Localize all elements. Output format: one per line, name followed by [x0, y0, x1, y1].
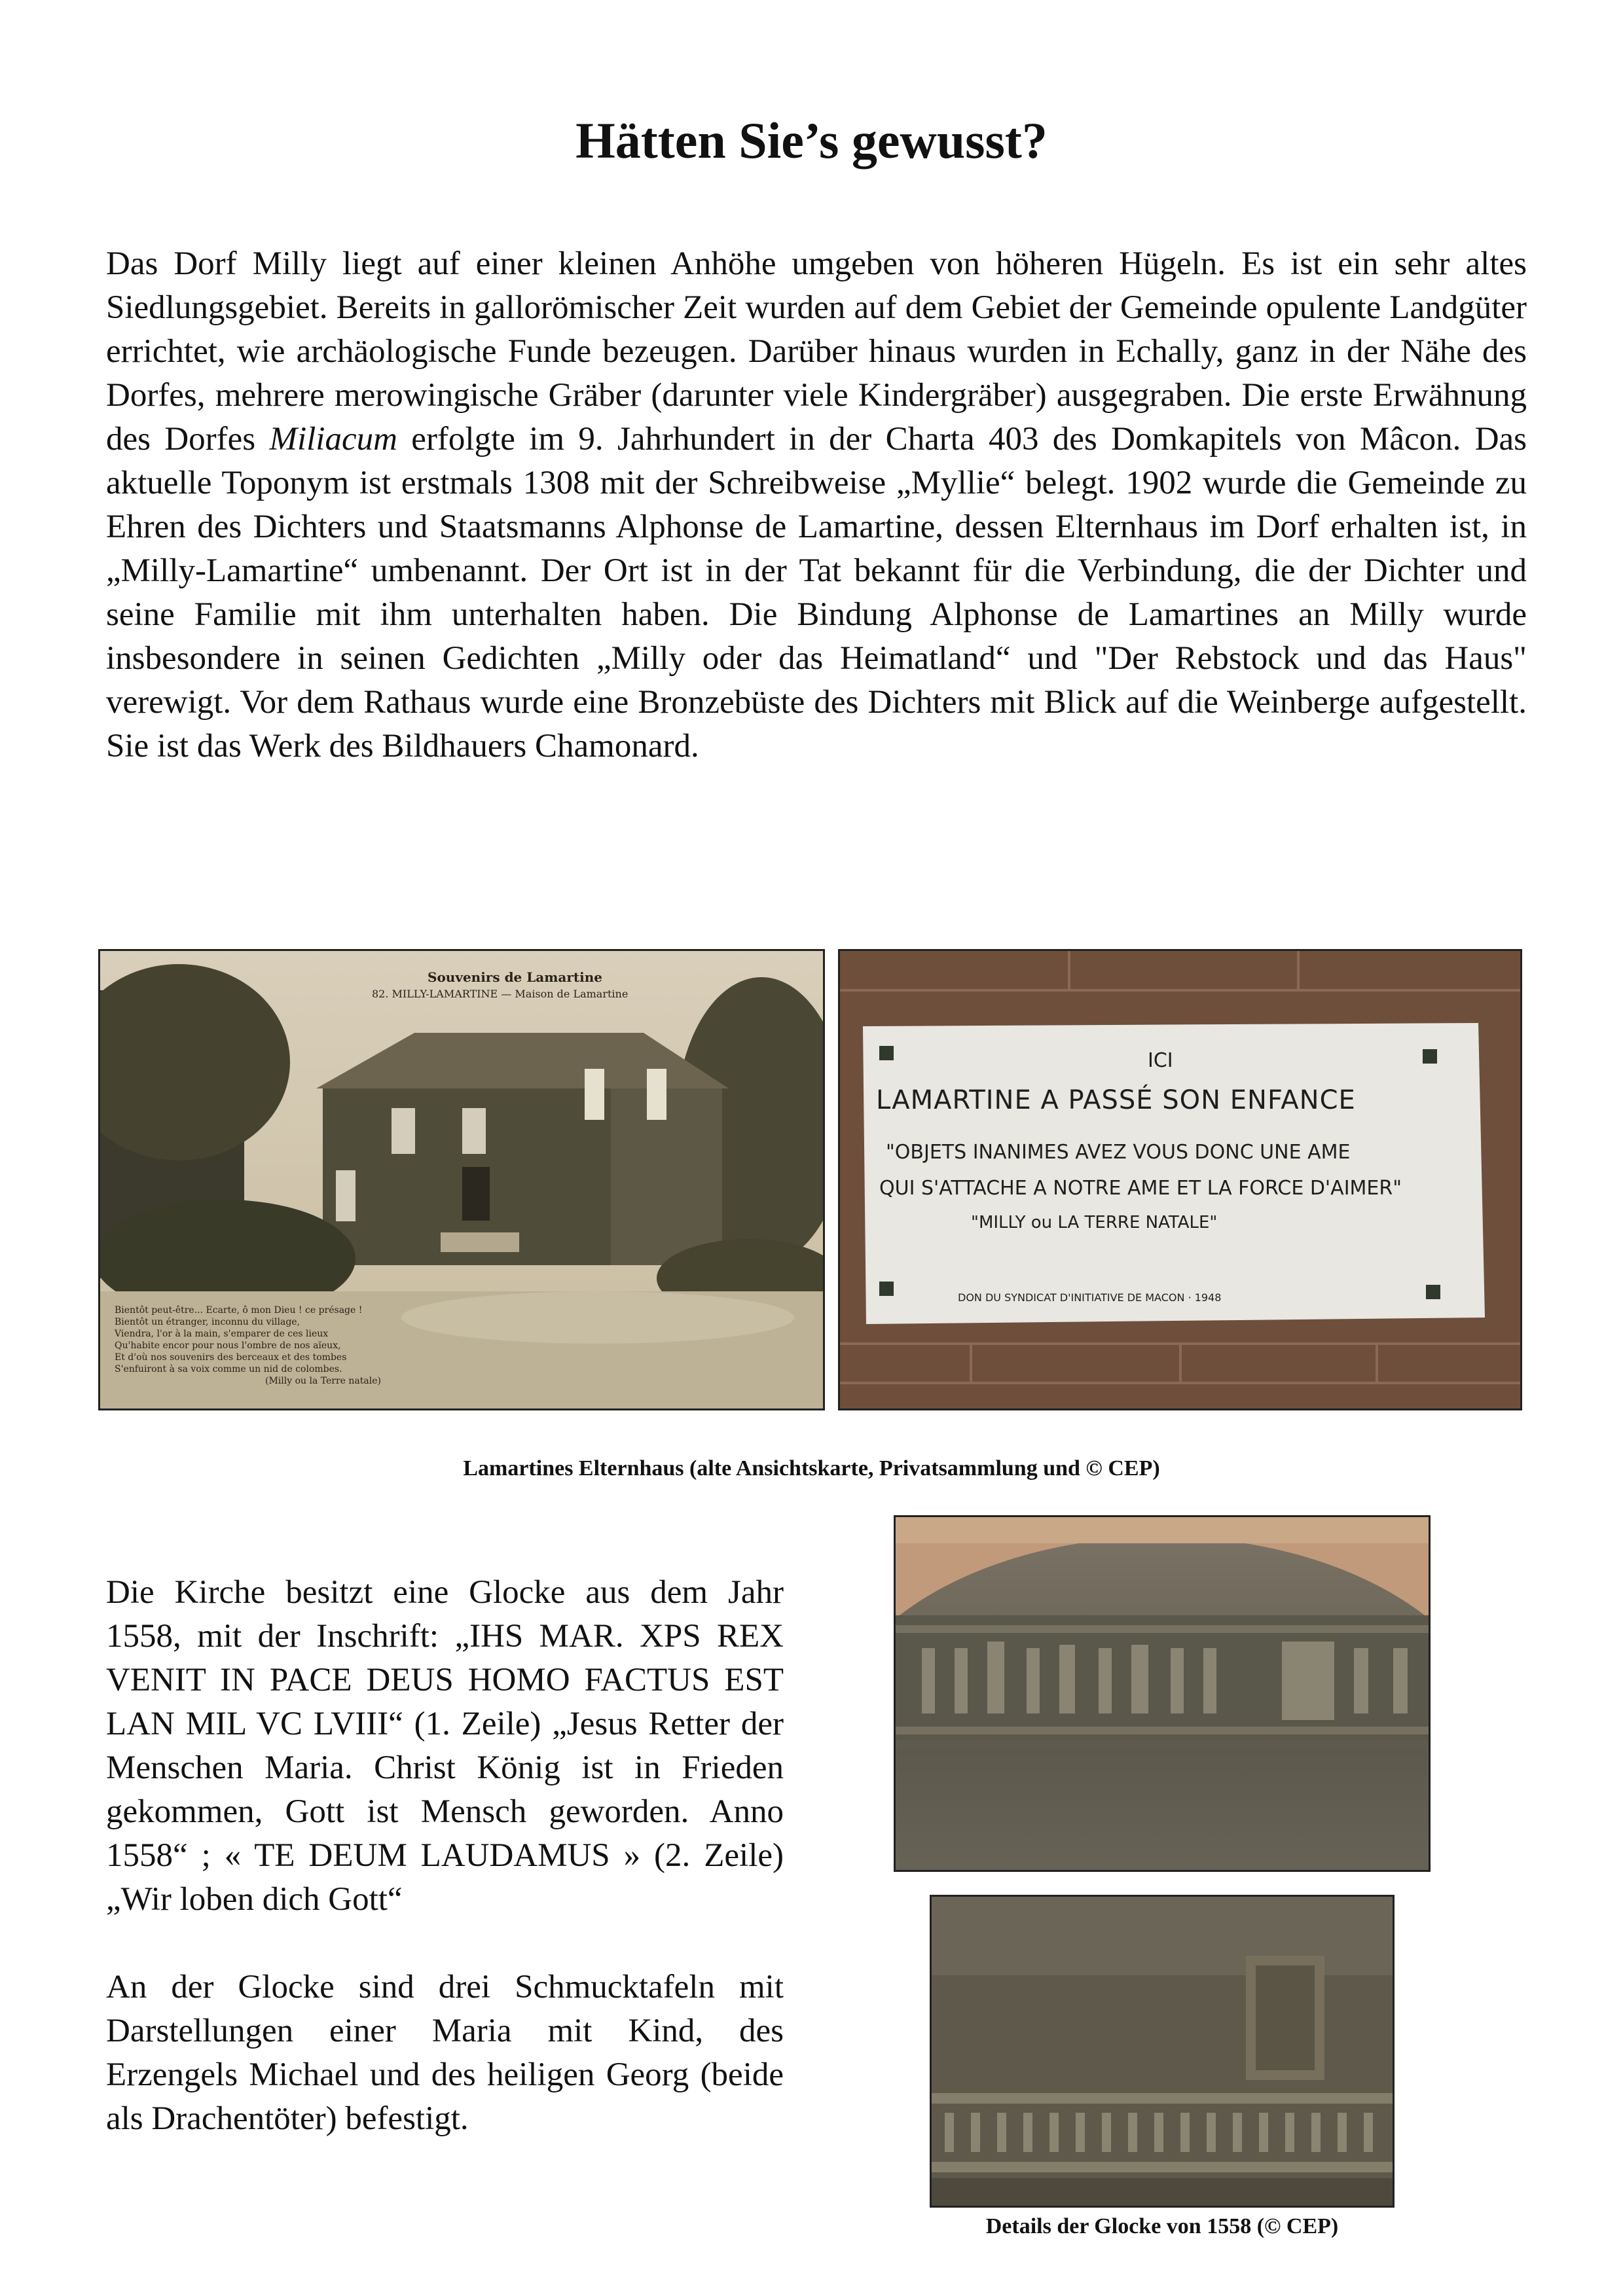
- postcard-header: Souvenirs de Lamartine: [428, 969, 603, 985]
- plaque-donor-line: DON DU SYNDICAT D'INITIATIVE DE MACON · 1948: [958, 1291, 1222, 1304]
- postcard-photo: [98, 949, 825, 1410]
- poem-line: Viendra, l'or à la main, s'emparer de ces lieux: [115, 1329, 329, 1339]
- plaque-quote-line2: QUI S'ATTACHE A NOTRE AME ET LA FORCE D'AIMER": [879, 1177, 1402, 1200]
- bell-top-image: [896, 1517, 1429, 1870]
- postcard-subheader: 82. MILLY-LAMARTINE — Maison de Lamartine: [372, 988, 629, 1000]
- poem-line: S'enfuiront à sa voix comme un nid de colombes.: [115, 1364, 342, 1374]
- intro-paragraph: [106, 242, 1527, 768]
- caption-house: Lamartines Elternhaus (alte Ansichtskarte, Privatsammlung und © CEP): [463, 1456, 1160, 1480]
- bell-photo-bottom: [930, 1895, 1395, 2208]
- plaque-photo: [838, 949, 1522, 1410]
- bell-text: [106, 1571, 784, 2141]
- poem-line: Et d'où nos souvenirs des berceaux et des tombes: [115, 1352, 347, 1363]
- bell-photo-top: [894, 1515, 1431, 1872]
- postcard-poem: [115, 1304, 481, 1387]
- bell-inscription-paragraph: Die Kirche besitzt eine Glocke aus dem Jahr 1558, mit der Inschrift: „IHS MAR. XPS REX VENIT IN PACE DEUS HOMO FACTUS EST LAN MIL VC LVIII“ (1. Zeile) „Jesus Retter der Menschen Maria. Christ König ist in Frieden gekommen, Gott ist Mensch geworden. Anno 1558“ ; « TE DEUM LAUDAMUS » (2. Zeile) „Wir loben dich Gott“: [106, 1574, 784, 1918]
- poem-line: Bientôt un étranger, inconnu du village,: [115, 1317, 301, 1327]
- poem-line: Bientôt peut-être... Ecarte, ô mon Dieu ! ce présage !: [115, 1305, 363, 1316]
- bell-plaques-paragraph: An der Glocke sind drei Schmucktafeln mit Darstellungen einer Maria mit Kind, des Erzengels Michael und des heiligen Georg (beide als Drachentöter) befestigt.: [106, 1969, 784, 2137]
- intro-text-start: Das Dorf Milly liegt auf einer kleinen Anhöhe umgeben von höheren Hügeln. Es ist ein sehr altes Siedlungsgebiet. Bereits in gallorömischer Zeit wurden auf dem Gebiet der Gemeinde opulente Landgüter errichtet, wie archäologische Funde bezeugen. Darüber hinaus wurden in Echally, ganz in der Nähe des Dorfes, mehrere merowingische Gräber (darunter viele Kindergräber) ausgegraben. Die erste Erwähnung des Dorfes: [106, 245, 1527, 457]
- intro-text-end: erfolgte im 9. Jahrhundert in der Charta 403 des Domkapitels von Mâcon. Das aktuelle Toponym ist erstmals 1308 mit der Schreibweise „Myllie“ belegt. 1902 wurde die Gemeinde zu Ehren des Dichters und Staatsmanns Alphonse de Lamartine, dessen Elternhaus im Dorf erhalten ist, in „Milly-Lamartine“ umbenannt. Der Ort ist in der Tat bekannt für die Verbindung, die der Dichter und seine Familie mit ihm unterhalten haben. Die Bindung Alphonse de Lamartines an Milly wurde insbesondere in seinen Gedichten „Milly oder das Heimatland“ und "Der Rebstock und das Haus" verewigt. Vor dem Rathaus wurde eine Bronzebüste des Dichters mit Blick auf die Weinberge aufgestellt. Sie ist das Werk des Bildhauers Chamonard.: [106, 421, 1527, 764]
- plaque-quote-source: "MILLY ou LA TERRE NATALE": [971, 1213, 1218, 1232]
- plaque-line-ici: ICI: [1148, 1049, 1173, 1072]
- intro-italic-term: Miliacum: [269, 421, 397, 457]
- page-title: Hätten Sie’s gewusst?: [575, 112, 1048, 169]
- poem-line: (Milly ou la Terre natale): [265, 1376, 381, 1386]
- bell-bottom-image: [932, 1897, 1393, 2206]
- plaque-quote-line1: "OBJETS INANIMES AVEZ VOUS DONC UNE AME: [886, 1141, 1351, 1164]
- caption-bell: Details der Glocke von 1558 (© CEP): [985, 2214, 1339, 2238]
- poem-line: Qu'habite encor pour nous l'ombre de nos aïeux,: [115, 1340, 341, 1351]
- plaque-line-title: LAMARTINE A PASSÉ SON ENFANCE: [876, 1085, 1356, 1115]
